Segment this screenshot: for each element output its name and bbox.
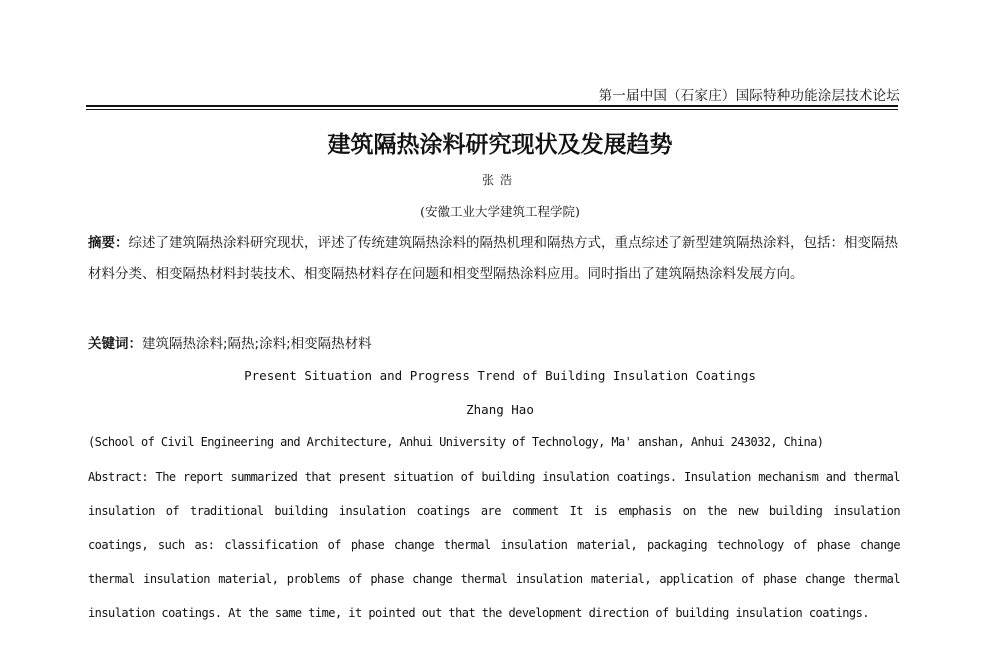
paper-title-en: Present Situation and Progress Trend of Building Insulation Coatings (244, 368, 756, 383)
abstract-cn (88, 228, 900, 290)
abstract-cn-text: 综述了建筑隔热涂料研究现状，评述了传统建筑隔热涂料的隔热机理和隔热方式，重点综述了新型建筑隔热涂料，包括：相变隔热材料分类、相变隔热材料封装技术、相变隔热材料存在问题和相变型隔热涂料应用。同时指出了建筑隔热涂料发展方向。 (88, 235, 898, 282)
paper-title-cn: 建筑隔热涂料研究现状及发展趋势 (327, 132, 673, 158)
header-rule-thick (86, 105, 898, 107)
author-cn: 张浩 (481, 173, 518, 187)
abstract-cn-label: 摘要： (88, 235, 129, 251)
affiliation-en: (School of Civil Engineering and Architecture, Anhui University of Technology, Ma' anshan, Anhui 243032, China) (88, 435, 824, 449)
author-en: Zhang Hao (466, 402, 534, 417)
affiliation-cn: (安徽工业大学建筑工程学院) (420, 204, 580, 219)
keywords-cn-text: 建筑隔热涂料;隔热;涂料;相变隔热材料 (142, 336, 372, 352)
abstract-en (88, 460, 900, 630)
conference-header: 第一届中国（石家庄）国际特种功能涂层技术论坛 (598, 88, 900, 104)
keywords-cn (88, 329, 900, 360)
abstract-en-label: Abstract: (88, 470, 149, 484)
abstract-en-text: The report summarized that present situation of building insulation coatings. Insulation mechanism and thermal insulation of traditional building insulation coatings are comment It is emphasis on the new building insulation coatings, such as: classification of phase change thermal insulation material, packaging technology of phase change thermal insulation material, problems of phase change thermal insulation material, application of phase change thermal insulation coatings. At the same time, it pointed out that the development direction of building insulation coatings. (88, 470, 900, 620)
header-rule-thin (86, 109, 898, 110)
keywords-cn-label: 关键词： (88, 336, 142, 352)
